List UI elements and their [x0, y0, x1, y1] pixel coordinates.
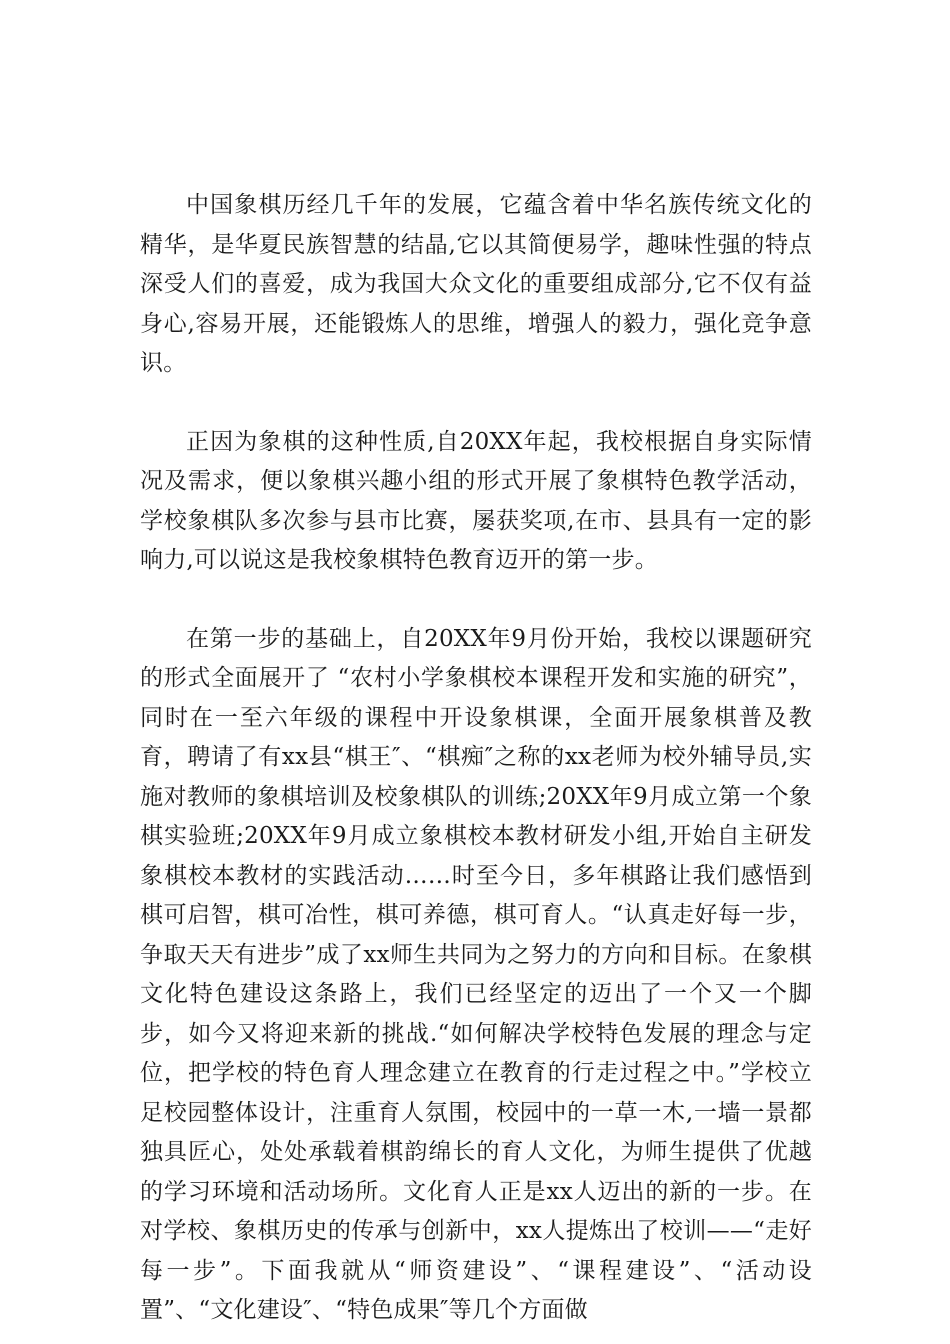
- paragraph-3: 在第一步的基础上，自20XX年9月份开始，我校以课题研究的形式全面展开了 “农村小学象棋校本课程开发和实施的研究”，同时在一至六年级的课程中开设象棋课，全面开展象棋普及教育，聘请了有xx县“棋王″、“棋痴″之称的xx老师为校外辅导员,实施对教师的象棋培训及校象棋队的训练;20XX年9月成立第一个象棋实验班;20XX年9月成立象棋校本教材研发小组,开始自主研发象棋校本教材的实践活动……时至今日，多年棋路让我们感悟到棋可启智，棋可冶性，棋可养德，棋可育人。“认真走好每一步，争取天天有进步”成了xx师生共同为之努力的方向和目标。在象棋文化特色建设这条路上，我们已经坚定的迈出了一个又一个脚步，如今又将迎来新的挑战.“如何解决学校特色发展的理念与定位，把学校的特色育人理念建立在教育的行走过程之中。”学校立足校园整体设计，注重育人氛围，校园中的一草一木,一墙一景都独具匠心，处处承载着棋韵绵长的育人文化，为师生提供了优越的学习环境和活动场所。文化育人正是xx人迈出的新的一步。在对学校、象棋历史的传承与创新中，xx人提炼出了校训——“走好每一步”。下面我就从“师资建设”、“课程建设”、“活动设置”、“文化建设″、“特色成果″等几个方面做: [140, 625, 812, 1323]
- paragraph-1: 中国象棋历经几千年的发展，它蕴含着中华名族传统文化的精华，是华夏民族智慧的结晶,它以其简便易学，趣味性强的特点深受人们的喜爱，成为我国大众文化的重要组成部分,它不仅有益身心,容易开展，还能锻炼人的思维，增强人的毅力，强化竞争意识。: [140, 192, 812, 376]
- paragraph-2: 正因为象棋的这种性质,自20XX年起，我校根据自身实际情况及需求，便以象棋兴趣小组的形式开展了象棋特色教学活动，学校象棋队多次参与县市比赛，屡获奖项,在市、县具有一定的影响力,可以说这是我校象棋特色教育迈开的第一步。: [140, 428, 812, 573]
- document-body: [140, 186, 812, 1331]
